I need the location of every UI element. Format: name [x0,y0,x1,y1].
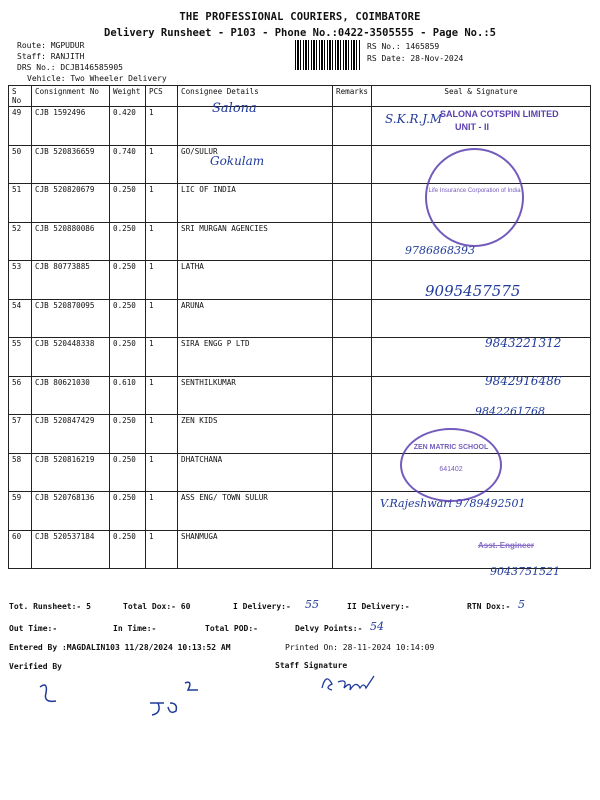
cell-consignee: SRI MURGAN AGENCIES [178,222,333,261]
cell-consignee: SENTHILKUMAR [178,376,333,415]
cell-consignment-no: CJB 520847429 [32,415,110,454]
asst-engineer-stamp: Asst. Engineer [478,541,535,550]
cell-pcs: 1 [146,530,178,569]
cell-weight: 0.420 [110,107,146,146]
col-header-remarks: Remarks [333,86,372,107]
cell-consignment-no: CJB 520880086 [32,222,110,261]
cell-pcs: 1 [146,107,178,146]
salona-stamp: SALONA COTSPIN LIMITED [440,109,559,119]
cell-weight: 0.250 [110,530,146,569]
col-header-consignee: Consignee Details [178,86,333,107]
staff-signature-label: Staff Signature [275,661,348,670]
handwritten-name: Salona [212,101,257,116]
rtn-dox-value: 5 [518,598,525,611]
rs-no-label: RS No.: 1465859 [367,42,440,51]
out-time-label: Out Time:- [9,624,58,633]
cell-remarks [333,530,372,569]
runsheet-title: Delivery Runsheet - P103 - Phone No.:0422-3505555 - Page No.:5 [104,27,496,39]
cell-sno: 59 [9,492,32,531]
entered-by: Entered By :MAGDALIN103 11/28/2024 10:13:52 AM [9,643,231,652]
cell-weight: 0.250 [110,453,146,492]
cell-seal-signature [372,299,591,338]
printed-on: Printed On: 28-11-2024 10:14:09 [285,643,435,652]
cell-sno: 56 [9,376,32,415]
rs-date-label: RS Date: 28-Nov-2024 [367,54,464,63]
cell-pcs: 1 [146,492,178,531]
cell-sno: 49 [9,107,32,146]
lic-seal-text: Life Insurance Corporation of India [428,188,521,194]
handwritten-phone: 9786868393 [405,244,475,257]
cell-consignment-no: CJB 520768136 [32,492,110,531]
handwritten-phone: 9843221312 [485,336,562,350]
col-header-seal: Seal & Signature [372,86,591,107]
col-header-sno: S No [9,86,32,107]
cell-pcs: 1 [146,261,178,300]
tot-runsheet: Tot. Runsheet:- 5 [9,602,91,611]
handwritten-signature: S.K.R.J.M [385,112,443,126]
cell-sno: 52 [9,222,32,261]
cell-sno: 51 [9,184,32,223]
cell-pcs: 1 [146,222,178,261]
cell-weight: 0.250 [110,415,146,454]
cell-consignee: ARUNA [178,299,333,338]
route-label: Route: MGPUDUR [17,41,85,50]
verified-signature-icon [30,675,230,725]
cell-remarks [333,261,372,300]
cell-weight: 0.250 [110,261,146,300]
col-header-weight: Weight [110,86,146,107]
cell-consignment-no: CJB 520820679 [32,184,110,223]
cell-remarks [333,338,372,377]
cell-weight: 0.250 [110,338,146,377]
cell-consignee: SIRA ENGG P LTD [178,338,333,377]
cell-sno: 60 [9,530,32,569]
cell-weight: 0.610 [110,376,146,415]
cell-consignee: LIC OF INDIA [178,184,333,223]
zen-seal-code: 641402 [439,466,463,473]
cell-pcs: 1 [146,415,178,454]
i-delivery-value: 55 [305,598,319,611]
zen-seal-text: ZEN MATRIC SCHOOL [413,444,489,451]
i-delivery-label: I Delivery:- [233,602,291,611]
table-row [9,299,591,338]
staff-signature-icon [318,668,388,696]
cell-pcs: 1 [146,338,178,377]
cell-consignee: DHATCHANA [178,453,333,492]
cell-sno: 58 [9,453,32,492]
cell-sno: 57 [9,415,32,454]
delvy-points-value: 54 [370,620,384,633]
cell-weight: 0.250 [110,299,146,338]
cell-remarks [333,145,372,184]
cell-consignment-no: CJB 520448338 [32,338,110,377]
cell-remarks [333,299,372,338]
cell-consignment-no: CJB 80773885 [32,261,110,300]
cell-remarks [333,415,372,454]
cell-consignment-no: CJB 520836659 [32,145,110,184]
cell-weight: 0.250 [110,222,146,261]
cell-weight: 0.740 [110,145,146,184]
table-row [9,415,591,454]
vehicle-label: Vehicle: Two Wheeler Delivery [27,74,167,83]
cell-pcs: 1 [146,453,178,492]
cell-consignment-no: CJB 1592496 [32,107,110,146]
handwritten-phone: 9043751521 [490,565,560,578]
total-pod-label: Total POD:- [205,624,258,633]
handwritten-name: Gokulam [210,154,265,168]
cell-weight: 0.250 [110,184,146,223]
cell-consignee: SHANMUGA [178,530,333,569]
rtn-dox-label: RTN Dox:- [467,602,511,611]
cell-consignee: ASS ENG/ TOWN SULUR [178,492,333,531]
handwritten-phone: 9842916486 [485,374,562,388]
cell-consignment-no: CJB 520537184 [32,530,110,569]
cell-pcs: 1 [146,145,178,184]
cell-consignee: GO/SULUR [178,145,333,184]
handwritten-phone: 9842261768 [475,405,545,418]
cell-remarks [333,107,372,146]
handwritten-phone: V.Rajeshwari 9789492501 [380,497,526,510]
total-dox: Total Dox:- 60 [123,602,191,611]
lic-seal-icon [425,148,524,247]
barcode-icon [295,40,361,70]
zen-school-seal-icon [400,428,502,502]
cell-consignment-no: CJB 80621030 [32,376,110,415]
cell-consignment-no: CJB 520816219 [32,453,110,492]
cell-sno: 50 [9,145,32,184]
table-row [9,453,591,492]
col-header-consignment: Consignment No [32,86,110,107]
cell-sno: 53 [9,261,32,300]
cell-remarks [333,492,372,531]
staff-label: Staff: RANJITH [17,52,85,61]
cell-consignee: ZEN KIDS [178,415,333,454]
verified-by-label: Verified By [9,662,62,671]
ii-delivery-label: II Delivery:- [347,602,410,611]
table-header-row [9,86,591,107]
cell-consignee: LATHA [178,261,333,300]
delvy-points-label: Delvy Points:- [295,624,363,633]
cell-remarks [333,376,372,415]
cell-consignment-no: CJB 520870095 [32,299,110,338]
col-header-pcs: PCS [146,86,178,107]
salona-stamp-unit: UNIT - II [455,122,489,132]
cell-pcs: 1 [146,299,178,338]
drs-label: DRS No.: DCJB146585905 [17,63,123,72]
cell-pcs: 1 [146,376,178,415]
cell-remarks [333,184,372,223]
cell-sno: 55 [9,338,32,377]
cell-sno: 54 [9,299,32,338]
company-title: THE PROFESSIONAL COURIERS, COIMBATORE [179,11,421,23]
cell-pcs: 1 [146,184,178,223]
cell-remarks [333,453,372,492]
cell-remarks [333,222,372,261]
handwritten-phone: 9095457575 [425,282,521,300]
in-time-label: In Time:- [113,624,157,633]
cell-weight: 0.250 [110,492,146,531]
